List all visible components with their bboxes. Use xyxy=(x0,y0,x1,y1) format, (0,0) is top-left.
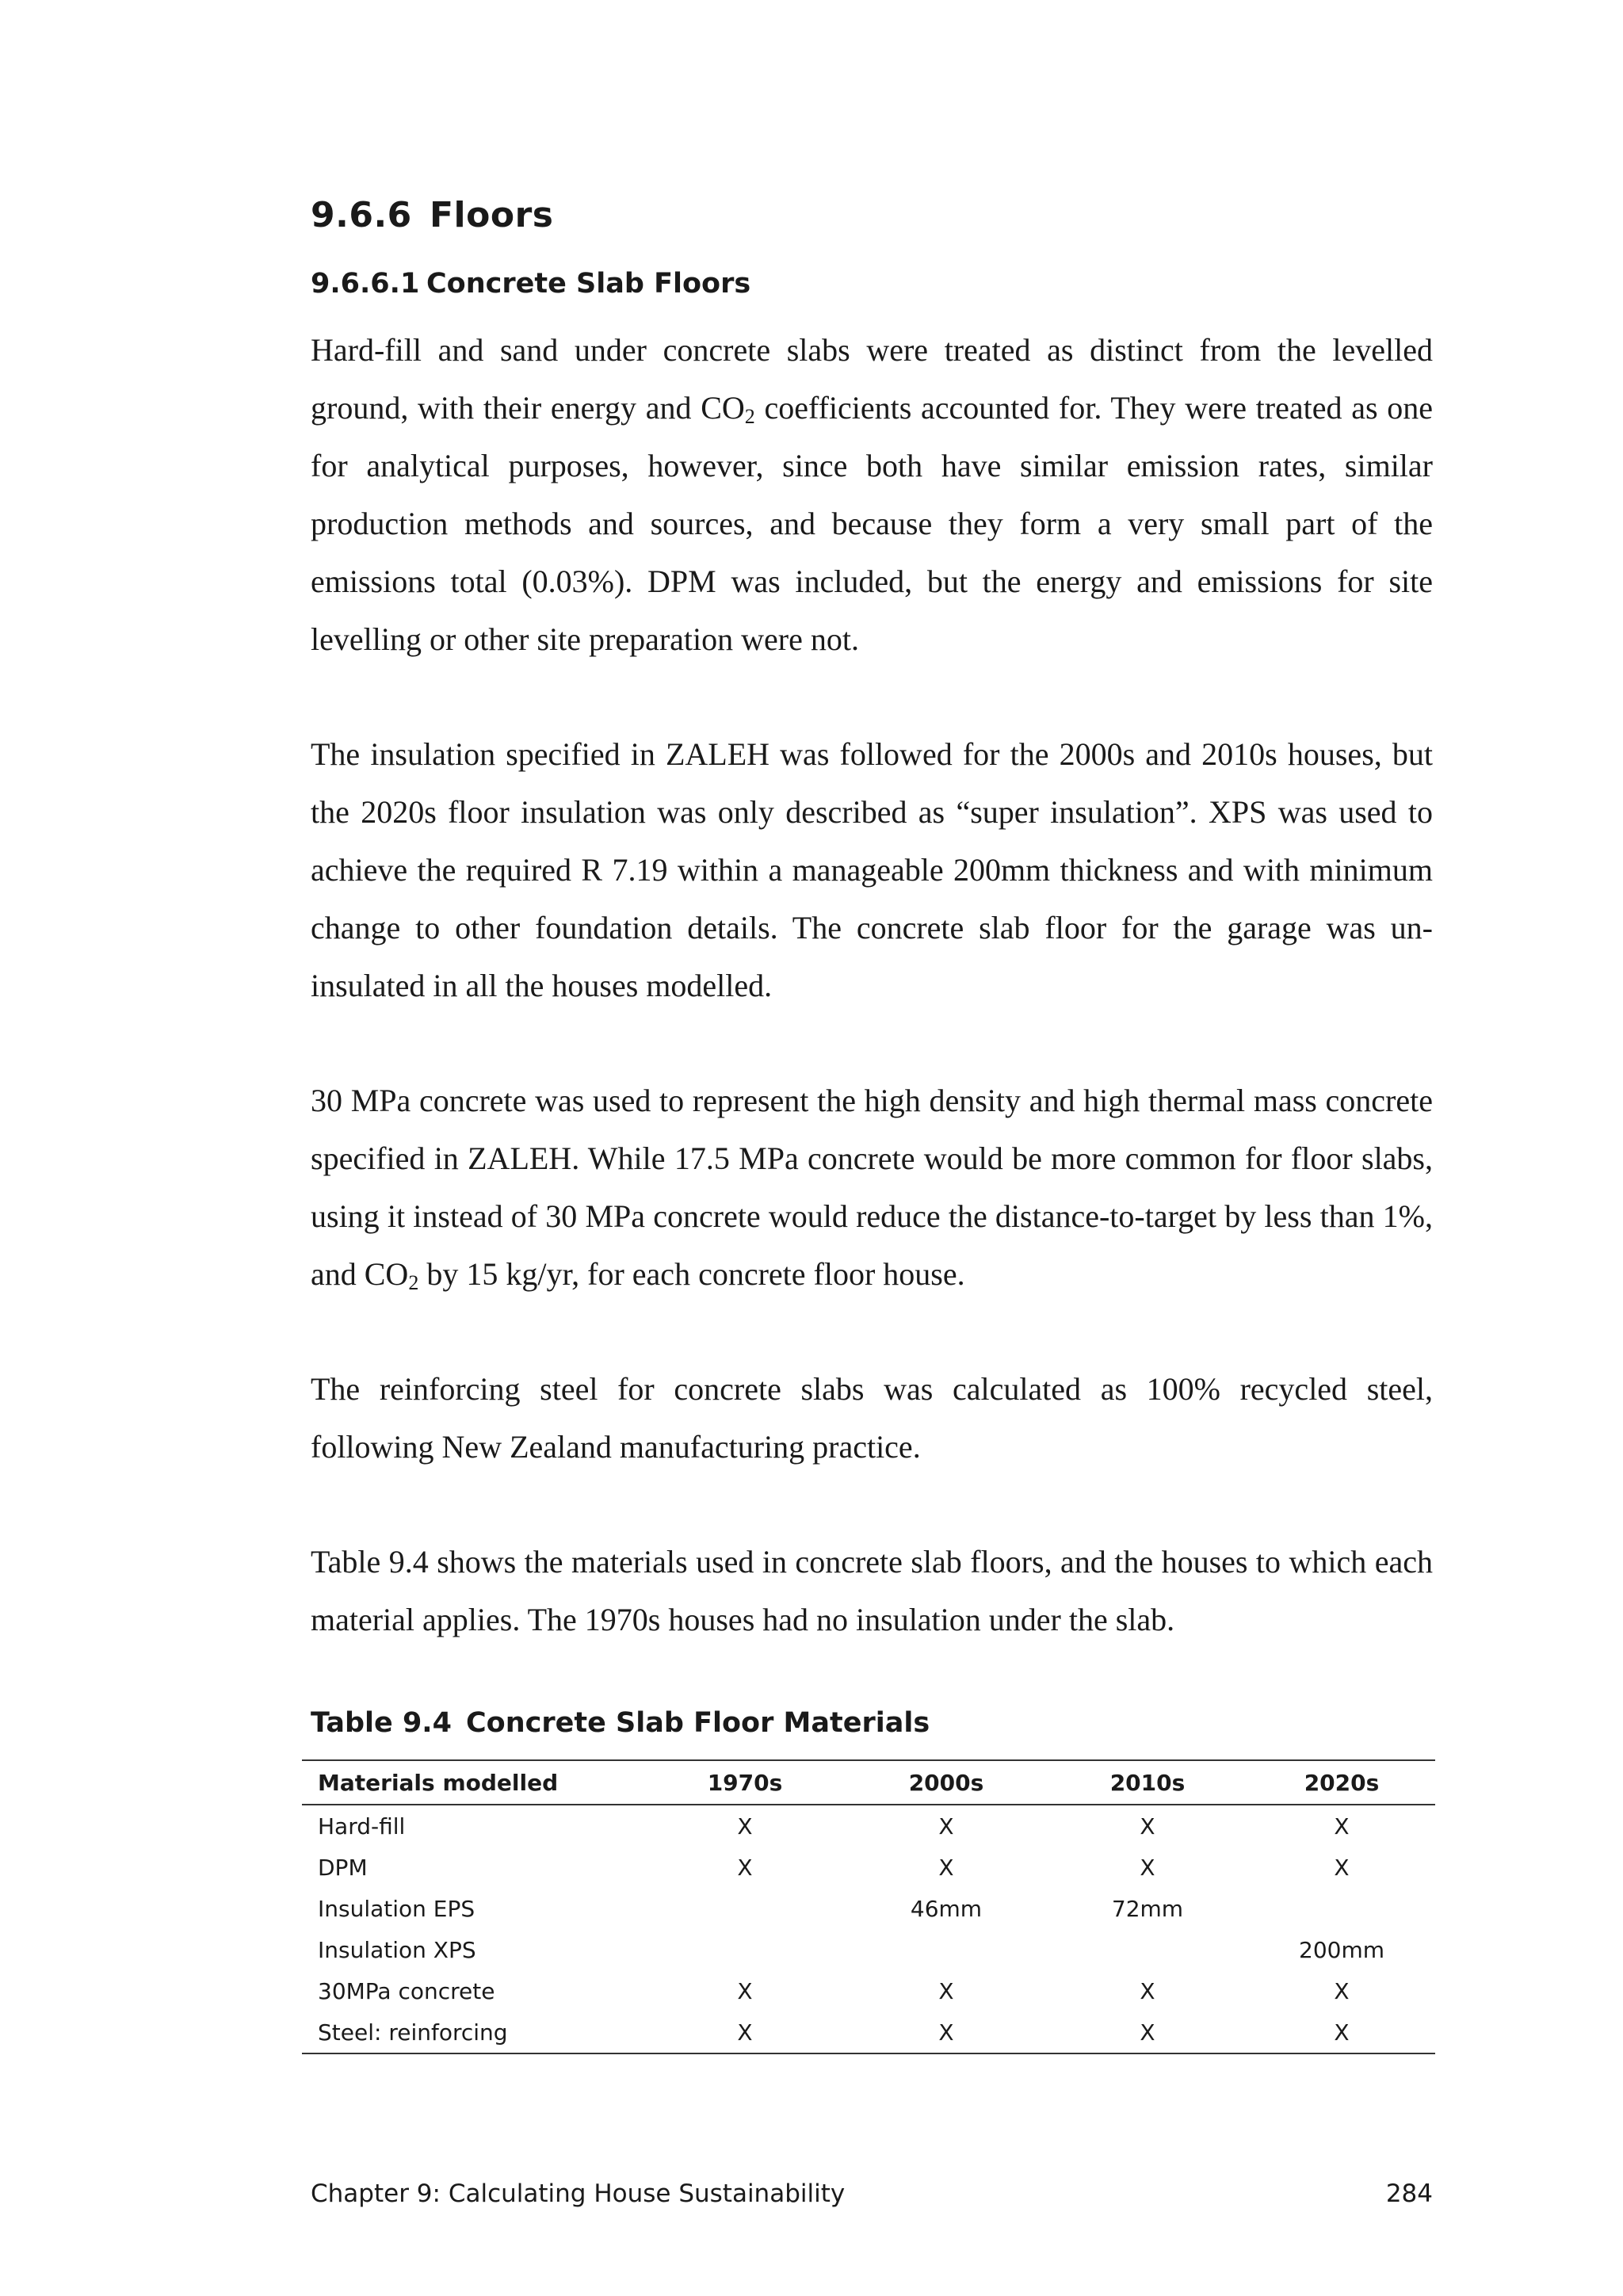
table-cell: X xyxy=(846,2011,1047,2053)
table-cell: X xyxy=(1140,1813,1155,1839)
table-cell: X xyxy=(1334,1977,1350,2004)
table-header-cell: 2020s xyxy=(1248,1760,1435,1805)
table-cell: X xyxy=(938,1813,954,1839)
table-row xyxy=(302,1805,1435,1847)
table-cell xyxy=(1047,1929,1248,1970)
materials-table-container xyxy=(302,1759,1435,2054)
co2-subscript: 2 xyxy=(408,1271,419,1294)
paragraph-1-text-a: Hard-fill and sand under concrete slabs were treated as distinct from the levelled ground, with their energy and CO xyxy=(311,332,1433,426)
paragraph-1-text-b: coefficients accounted for. They were treated as one for analytical purposes, however, since both have similar emission rates, similar production methods and sources, and because they form a very small part of the emissions total (0.03%). DPM was included, but the energy and emissions for site levelling or other site preparation were not. xyxy=(311,390,1433,657)
table-cell: X xyxy=(644,2011,846,2053)
paragraph-5: Table 9.4 shows the materials used in concrete slab floors, and the houses to which each material applies. The 1970s houses had no insulation under the slab. xyxy=(311,1544,1433,1637)
table-caption xyxy=(311,1707,930,1739)
table-cell: X xyxy=(737,1813,753,1839)
table-cell xyxy=(644,1888,846,1929)
co2-subscript: 2 xyxy=(744,405,755,428)
subsection-title: Concrete Slab Floors xyxy=(426,268,751,300)
table-header-row xyxy=(302,1760,1435,1805)
subsection-heading xyxy=(311,268,750,300)
table-cell: X xyxy=(1140,1977,1155,2004)
materials-table xyxy=(302,1759,1435,2054)
table-cell xyxy=(644,1929,846,1970)
table-cell: X xyxy=(938,1977,954,2004)
table-cell: Insulation XPS xyxy=(318,1936,476,1963)
table-header-cell: 2010s xyxy=(1047,1760,1248,1805)
section-heading xyxy=(311,195,553,235)
table-caption-number: Table 9.4 xyxy=(311,1707,452,1739)
section-number: 9.6.6 xyxy=(311,195,412,235)
page-footer xyxy=(311,2179,1433,2208)
table-cell: DPM xyxy=(318,1854,368,1881)
paragraph-3 xyxy=(311,1072,1433,1303)
table-cell: 30MPa concrete xyxy=(318,1977,495,2004)
footer-page-number: 284 xyxy=(1385,2179,1433,2208)
table-row xyxy=(302,1929,1435,1970)
table-caption-title: Concrete Slab Floor Materials xyxy=(466,1707,930,1739)
table-cell: X xyxy=(938,1854,954,1881)
paragraph-3-text-b: by 15 kg/yr, for each concrete floor house. xyxy=(418,1256,965,1292)
paragraph-2: The insulation specified in ZALEH was followed for the 2000s and 2010s houses, but the 2020s floor insulation was only described as “super insulation”. XPS was used to achieve the required R 7.19 within a manageable 200mm thickness and with minimum change to other foundation details. The concrete slab floor for the garage was un-insulated in all the houses modelled. xyxy=(311,736,1433,1003)
table-cell: X xyxy=(1248,2011,1435,2053)
table-cell: X xyxy=(1140,1854,1155,1881)
table-cell: Steel: reinforcing xyxy=(302,2011,644,2053)
table-cell: 200mm xyxy=(1299,1936,1384,1963)
table-row xyxy=(302,1847,1435,1888)
footer-chapter-title: Chapter 9: Calculating House Sustainability xyxy=(311,2179,846,2208)
table-cell: X xyxy=(737,1854,753,1881)
table-cell: X xyxy=(737,1977,753,2004)
table-row xyxy=(302,2011,1435,2053)
paragraph-4: The reinforcing steel for concrete slabs was calculated as 100% recycled steel, following New Zealand manufacturing practice. xyxy=(311,1371,1433,1465)
table-cell: X xyxy=(1047,2011,1248,2053)
table-cell: 46mm xyxy=(910,1895,983,1922)
subsection-number: 9.6.6.1 xyxy=(311,268,420,300)
table-cell: X xyxy=(1334,1813,1350,1839)
table-row xyxy=(302,1970,1435,2011)
table-cell: Insulation EPS xyxy=(318,1895,475,1922)
table-cell: Hard-fill xyxy=(318,1813,406,1839)
table-cell: 72mm xyxy=(1111,1895,1184,1922)
table-cell: X xyxy=(1334,1854,1350,1881)
table-header-cell: 1970s xyxy=(644,1760,846,1805)
paragraph-3-text-a: 30 MPa concrete was used to represent the high density and high thermal mass concrete specified in ZALEH. While 17.5 MPa concrete would be more common for floor slabs, using it instead of 30 MPa concrete would reduce the distance-to-target by less than 1%, and CO xyxy=(311,1083,1433,1292)
paragraph-1 xyxy=(311,321,1433,668)
body-text xyxy=(311,321,1433,1706)
table-cell xyxy=(846,1929,1047,1970)
section-title: Floors xyxy=(430,195,554,235)
table-cell xyxy=(1248,1888,1435,1929)
table-row xyxy=(302,1888,1435,1929)
table-header-cell: Materials modelled xyxy=(302,1760,644,1805)
table-header-cell: 2000s xyxy=(846,1760,1047,1805)
